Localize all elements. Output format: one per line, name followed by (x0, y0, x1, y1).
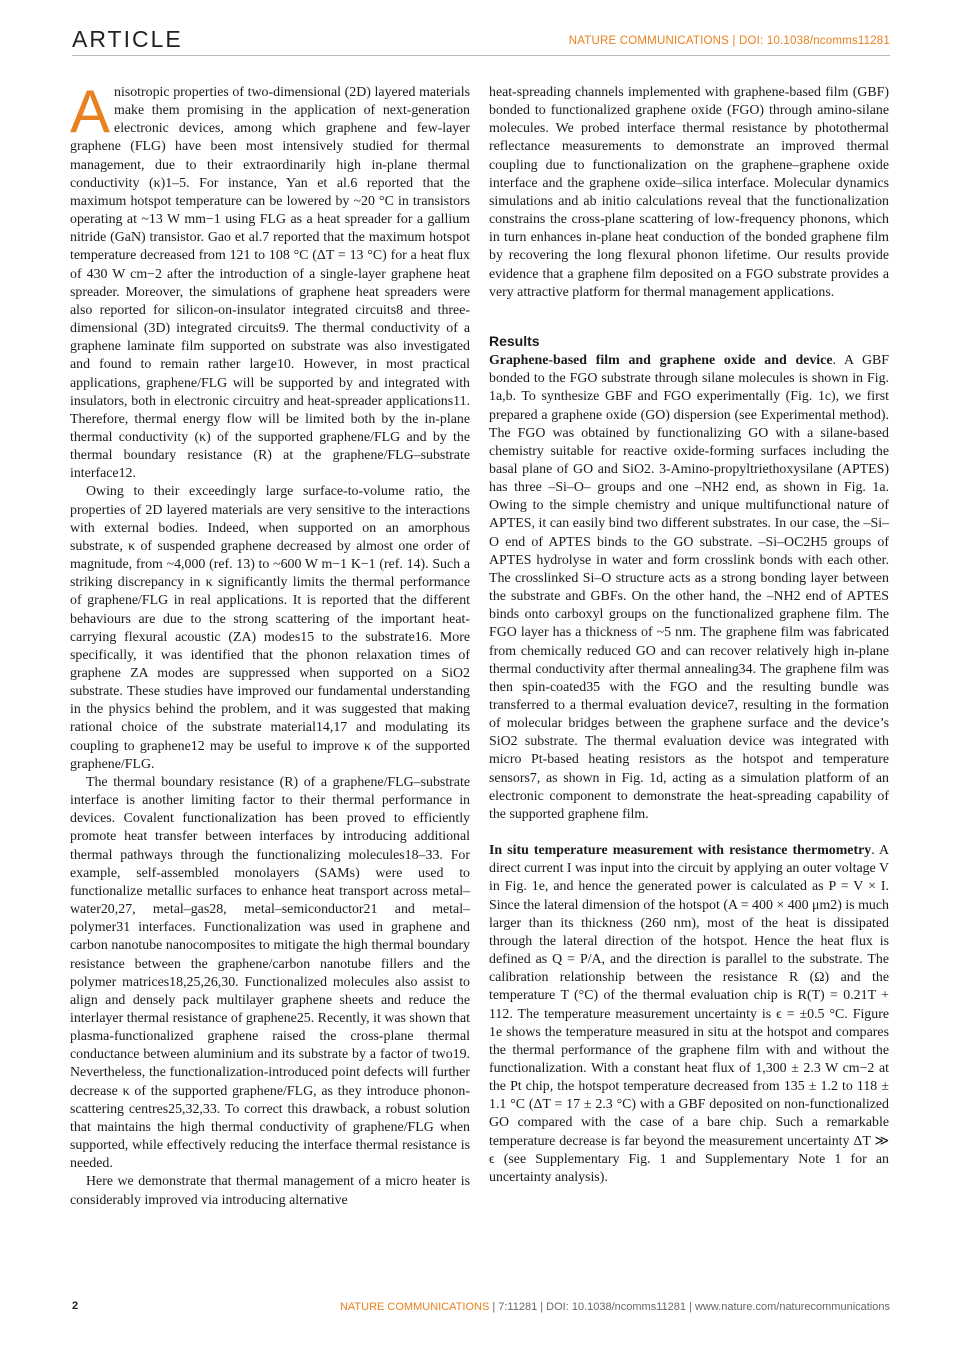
gbf-text: . A GBF bonded to the FGO substrate through silane molecules is shown in Fig. 1a,b. To synthesize GBF and FGO experimentally (Fig. 1c), we first prepared a graphene oxide (GO) dispersion (see Experimental method). The FGO was obtained by functionalizing GO with a silane-based chemistry suitable for reactive oxide-forming surfaces including the basal plane of GO and SiO2. 3-Amino-propyltriethoxysilane (APTES) has three –Si–O– groups and one –NH2 end, as shown in Fig. 1a. Owing to the simple chemistry and unique multifunctional nature of APTES, it can easily bind two different substrates. In our case, the –Si–O end of APTES binds to the GO substrate. –Si–OC2H5 groups of APTES hydrolyse in water and form crosslink bonds with each other. The crosslinked Si–O structure acts as a strong bonding layer between the substrate and GBFs. On the other hand, the –NH2 end of APTES binds onto carboxyl groups on the functionalized graphene film. The FGO layer has a thickness of ~5 nm. The graphene film was fabricated from chemically reduced GO and can recover relatively high in-plane thermal conductivity after thermal annealing34. The graphene film was then spin-coated35 with the FGO and the resulting bundle was transferred to a thermal evaluation device7, resulting in the formation of molecular bridges between the graphene surface and the device’s SiO2 substrate. The thermal evaluation device was integrated with micro Pt-based heating resistors as the hotspot and temperature sensors7, as shown in Fig. 1d, acting as a simulation platform of an electronic component to demonstrate the heat-spreading capability of the supported graphene film. (489, 353, 890, 822)
paragraph-gbf-device (489, 352, 889, 824)
footer-journal: NATURE COMMUNICATIONS (339, 1301, 490, 1313)
intro-paragraph (70, 78, 470, 483)
page-footer (72, 1300, 890, 1316)
paragraph-in-situ (489, 842, 889, 1187)
paragraph-thermal-boundary: The thermal boundary resistance (R) of a graphene/FLG–substrate interface is another limiting factor to their thermal performance in devices. Covalent functionalization has been proved to efficiently promote heat transfer between interfaces by introducing additional thermal pathways through the functionalizing molecules18–33. For example, self-assembled monolayers (SAMs) were used to functionalize metallic surfaces to enhance heat transport across metal–water20,27, metal–gas28, metal–semiconductor21 and metal–polymer31 interfaces. Functionalization was used in graphene and carbon nanotube nanocomposites to mitigate the high thermal boundary resistance between the graphene/carbon nanotube fillers and the polymer matrices18,25,26,30. Functionalized molecules also assist to align and densely pack multilayer graphene sheets and reduce the interlayer thermal resistance of graphene25. Recently, it was shown that plasma-functionalized graphene raised the cross-plane thermal conductance between aluminium and its substrate by a factor of two19. Nevertheless, the functionalization-introduced point defects will further decrease κ of the supported graphene/FLG, as they introduce phonon-scattering centres25,32,33. To correct this drawback, a robust solution that maintains the high thermal conductivity of graphene/FLG when supported, while effectively reducing the interface thermal resistance is needed. (70, 774, 470, 1172)
left-column (70, 78, 470, 1210)
header-rule (72, 55, 890, 56)
subsection-heading-gbf: Graphene-based film and graphene oxide and device (489, 353, 833, 369)
journal-reference: NATURE COMMUNICATIONS | DOI: 10.1038/ncomms11281 (568, 35, 890, 47)
page-number: 2 (72, 1300, 79, 1312)
subsection-heading-in-situ: In situ temperature measurement with resistance thermometry (489, 843, 872, 859)
paragraph-demonstration: Here we demonstrate that thermal management of a micro heater is considerably improved via introducing alternative (70, 1174, 470, 1208)
footer-citation (340, 1301, 890, 1313)
footer-doi: | 7:11281 | DOI: 10.1038/ncomms11281 | www.nature.com/naturecommunications (489, 1301, 890, 1313)
drop-cap: A (70, 78, 111, 145)
page-header (72, 26, 890, 54)
in-situ-text: . A direct current I was input into the circuit by applying an outer voltage V in Fig. 1e, and hence the generated power is calculated as P = V × I. Since the lateral dimension of the hotspot (A = 400 × 400 μm2) is much larger than its thickness (260 nm), most of the heat is dissipated through the lateral direction of the hotspot. Hence the heat flux is defined as Q = P/A, and the direction is parallel to the substrate. The calibration relationship between the resistance R (Ω) and the temperature T (°C) of the thermal evaluation chip is R(T) = 0.21T + 112. The temperature measurement uncertainty is ϵ = ±0.5 °C. Figure 1e shows the temperature measured in situ at the hotspot and compares the thermal performance of the graphene film with and without the functionalization. With a constant heat flux of 1,300 ± 2.3 W cm−2 at the Pt chip, the hotspot temperature decreased from 135 ± 1.2 to 118 ± 1.1 °C (ΔT = 17 ± 2.3 °C) with a GBF deposited on non-functionalized GO compared with the case of a bare chip. Such a remarkable temperature decrease is far beyond the measurement uncertainty ΔT ≫ ϵ (see Supplementary Fig. 1 and Supplementary Note 1 for an uncertainty analysis). (489, 843, 889, 1185)
results-heading: Results (489, 332, 540, 349)
right-column (489, 84, 889, 1187)
paragraph-continuation: heat-spreading channels implemented with graphene-based film (GBF) bonded to functionalized graphene oxide (FGO) through amino-silane molecules. We probed interface thermal resistance by photothermal reflectance measurements to demonstrate an improved thermal coupling due to functionalization on the graphene–graphene oxide interface and the graphene oxide–silica interface. Molecular dynamics simulations and ab initio calculations reveal that the functionalization constrains the cross-plane scattering of low-frequency phonons, which in turn enhances in-plane heat conduction of the bonded graphene film by recovering the long flexural phonon lifetime. Our results provide evidence that a graphene film deposited on a FGO substrate provides a very attractive platform for thermal management applications. (489, 85, 889, 300)
paragraph-2d-materials: Owing to their exceedingly large surface-to-volume ratio, the properties of 2D layered materials are very sensitive to the interactions with external bodies. Indeed, when supported on an amorphous substrate, κ of suspended graphene decreased by almost one order of magnitude, from ~4,000 (ref. 13) to ~600 W m−1 K−1 (ref. 14). Such a striking discrepancy in κ significantly limits the thermal performance of graphene/FLG in real applications. It is reported that the different behaviours are due to the strong scattering of the important heat-carrying flexural acoustic (ZA) modes15 to the substrate16. More specifically, it was identified that the phonon relaxation times of graphene ZA modes are suppressed when supported on a SiO2 substrate. These studies have improved our fundamental understanding in the physics behind the problem, and it was suggested that making rational choice of the substrate material14,17 and modulating its coupling to graphene12 may be useful to improve κ of the supported graphene/FLG. (70, 484, 470, 772)
intro-text: nisotropic properties of two-dimensional (2D) layered materials make them promising in the application of next-generation electronic devices, among which graphene and few-layer graphene (FLG) have been most intensively studied for thermal management, due to their extraordinarily high in-plane thermal conductivity (κ)1–5. For instance, Yan et al.6 reported that the maximum hotspot temperature can be lowered by ~20 °C in transistors operating at ~13 W mm−1 using FLG as a heat spreader for a gallium nitride (GaN) transistor. Gao et al.7 reported that the maximum hotspot temperature decreased from 121 to 108 °C (ΔT = 13 °C) for a heat flux of 430 W cm−2 after the introduction of a single-layer graphene heat spreader. Moreover, the simulations of graphene heat spreaders were also reported for silicon-on-insulator integrated circuits8 and three-dimensional (3D) integrated circuits9. The thermal conductivity of a graphene laminate film supported on substrate was also investigated and found to remain rather large10. However, in most practical applications, graphene/FLG will be supported by and integrated with insulators, both in electronic circuitry and heat-spreader applications11. Therefore, thermal energy flow will be limited both by the in-plane thermal conductivity (κ) of the supported graphene/FLG and by the thermal boundary resistance (R) at the graphene/FLG–substrate interface12. (70, 85, 470, 482)
paragraph-gap (489, 824, 889, 842)
section-label: ARTICLE (72, 26, 183, 52)
